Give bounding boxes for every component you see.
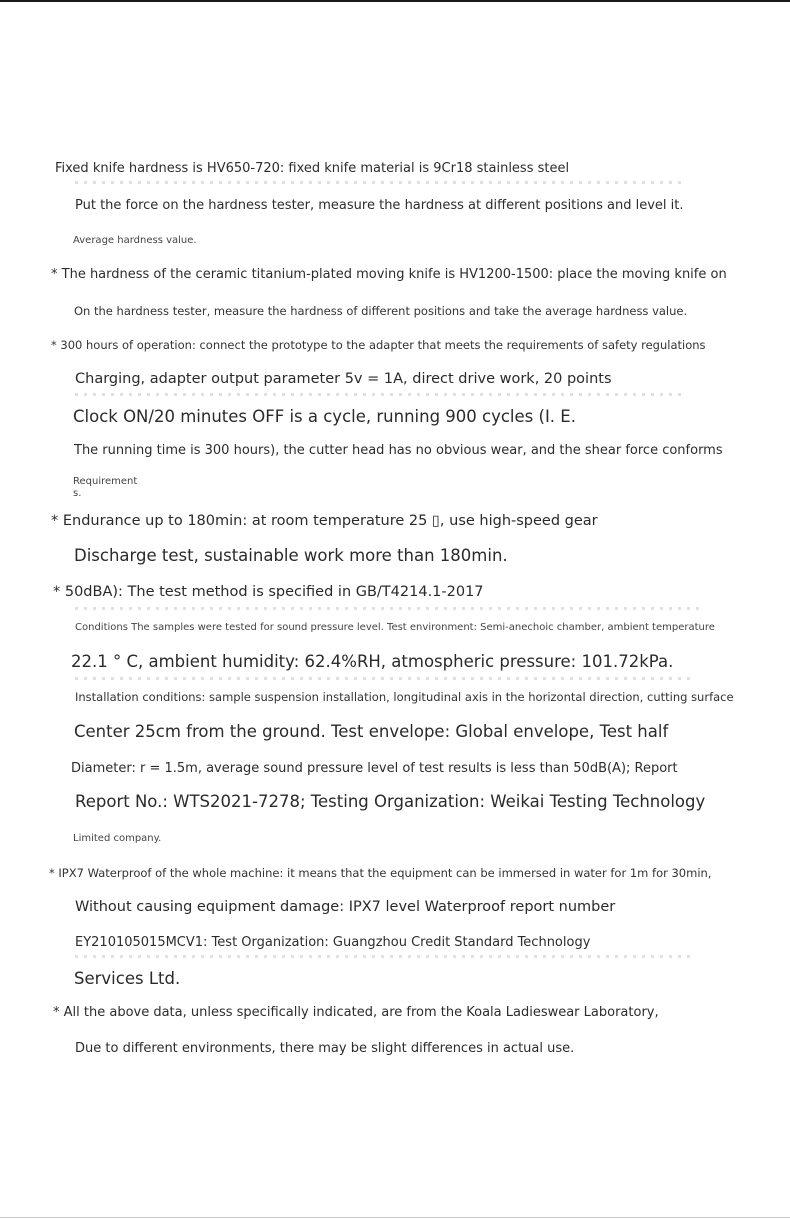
text-line: Installation conditions: sample suspension installation, longitudinal axis in the horizontal direction, cutting surface	[75, 690, 734, 704]
bottom-border	[0, 1217, 790, 1218]
text-line: * 50dBA): The test method is specified in GB/T4214.1-2017	[53, 584, 484, 600]
text-line: 22.1 ° C, ambient humidity: 62.4%RH, atmospheric pressure: 101.72kPa.	[71, 652, 674, 671]
text-line: The running time is 300 hours), the cutter head has no obvious wear, and the shear force conforms	[74, 443, 723, 458]
scan-artifact	[75, 181, 687, 184]
text-line: * IPX7 Waterproof of the whole machine: it means that the equipment can be immersed in water for 1m for 30min,	[49, 866, 712, 880]
text-line: Center 25cm from the ground. Test envelope: Global envelope, Test half	[74, 722, 669, 741]
text-line: * The hardness of the ceramic titanium-plated moving knife is HV1200-1500: place the moving knife on	[51, 267, 727, 282]
text-line: Conditions The samples were tested for sound pressure level. Test environment: Semi-anechoic chamber, ambient temperature	[75, 622, 715, 633]
text-line: Report No.: WTS2021-7278; Testing Organization: Weikai Testing Technology	[75, 792, 706, 811]
text-line: * Endurance up to 180min: at room temperature 25 ▯, use high-speed gear	[51, 513, 598, 529]
text-line: Put the force on the hardness tester, measure the hardness at different positions and level it.	[75, 198, 684, 213]
scan-artifact	[75, 677, 695, 680]
text-line: s.	[73, 488, 82, 499]
text-line: Clock ON/20 minutes OFF is a cycle, running 900 cycles (I. E.	[73, 407, 576, 426]
text-line: Average hardness value.	[73, 235, 197, 246]
text-line: On the hardness tester, measure the hardness of different positions and take the average hardness value.	[74, 304, 688, 318]
text-line: Services Ltd.	[74, 969, 181, 988]
text-line: Fixed knife hardness is HV650-720: fixed knife material is 9Cr18 stainless steel	[55, 161, 570, 176]
text-line: Discharge test, sustainable work more than 180min.	[74, 546, 508, 565]
text-line: * 300 hours of operation: connect the prototype to the adapter that meets the requirements of safety regulations	[51, 338, 706, 352]
top-border	[0, 0, 790, 2]
text-line: Requirement	[73, 476, 138, 487]
text-line: Limited company.	[73, 833, 162, 844]
scan-artifact	[75, 607, 700, 610]
text-line: * All the above data, unless specifically indicated, are from the Koala Ladieswear Laboratory,	[53, 1005, 659, 1020]
scan-artifact	[75, 393, 685, 396]
scan-artifact	[75, 955, 690, 958]
text-line: Without causing equipment damage: IPX7 level Waterproof report number	[75, 899, 616, 915]
text-line: Due to different environments, there may be slight differences in actual use.	[75, 1041, 575, 1056]
text-line: Diameter: r = 1.5m, average sound pressure level of test results is less than 50dB(A); Report	[71, 761, 678, 776]
text-line: EY210105015MCV1: Test Organization: Guangzhou Credit Standard Technology	[75, 935, 591, 950]
text-line: Charging, adapter output parameter 5v = 1A, direct drive work, 20 points	[75, 371, 612, 387]
